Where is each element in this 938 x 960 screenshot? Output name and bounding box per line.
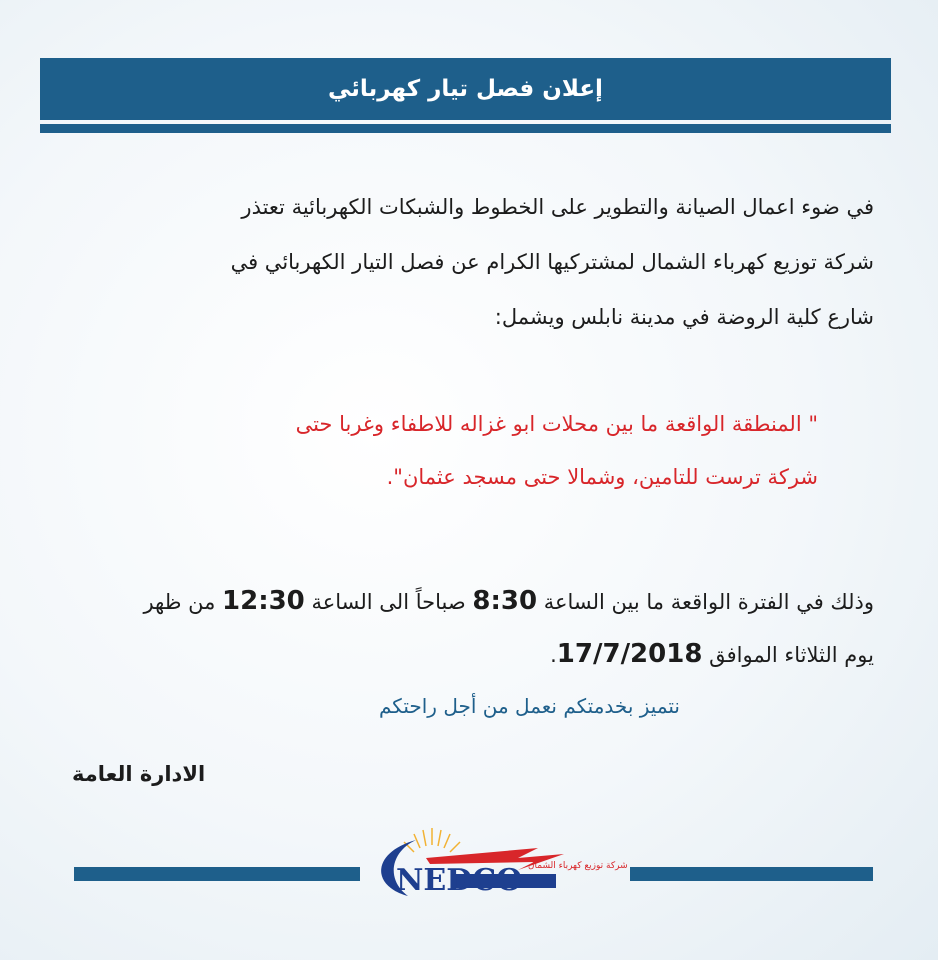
signature: الادارة العامة: [72, 762, 206, 786]
outage-date: 17/7/2018: [556, 639, 703, 669]
footer-rule-left: [74, 867, 360, 881]
time-line-2: [54, 628, 874, 681]
header-rule: [40, 124, 891, 133]
footer-rule-right: [630, 867, 873, 881]
time-text: من ظهر: [143, 590, 216, 614]
intro-line: شركة توزيع كهرباء الشمال لمشتركيها الكرام عن فصل التيار الكهربائي في: [230, 250, 874, 274]
time-text: صباحاً الى الساعة: [311, 590, 466, 614]
logo-wordmark: NEDCO: [396, 863, 523, 898]
intro-paragraph: [74, 180, 874, 345]
time-text: وذلك في الفترة الواقعة ما بين الساعة: [543, 590, 874, 614]
header-band: [40, 58, 891, 120]
logo-arabic-name: شركة توزيع كهرباء الشمال: [528, 861, 628, 871]
slogan: نتميز بخدمتكم نعمل من أجل راحتكم: [379, 694, 680, 718]
time-text: يوم الثلاثاء الموافق: [709, 643, 874, 667]
area-line: " المنطقة الواقعة ما بين محلات ابو غزاله للاطفاء وغربا حتى: [295, 412, 818, 436]
intro-line: شارع كلية الروضة في مدينة نابلس ويشمل:: [494, 305, 874, 329]
area-line: شركة ترست للتامين، وشمالا حتى مسجد عثمان".: [386, 465, 818, 489]
end-time: 12:30: [222, 586, 305, 616]
page-title: إعلان فصل تيار كهربائي: [328, 76, 603, 102]
sun-icon: [404, 828, 460, 852]
intro-line: في ضوء اعمال الصيانة والتطوير على الخطوط والشبكات الكهربائية تعتذر: [241, 195, 874, 219]
time-line-1: [54, 575, 874, 628]
time-text: .: [550, 643, 557, 667]
time-paragraph: [54, 575, 874, 681]
nedco-logo: [368, 818, 628, 904]
start-time: 8:30: [472, 586, 538, 616]
affected-area-paragraph: [98, 398, 818, 504]
